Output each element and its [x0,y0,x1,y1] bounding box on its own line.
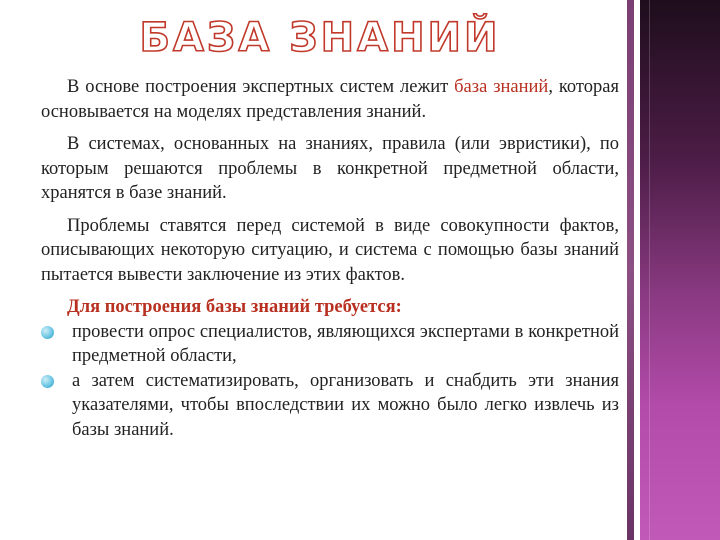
slide-title: БАЗА ЗНАНИЙ [139,15,501,61]
decorative-panel-line [649,0,650,540]
highlight-term: база знаний [454,77,549,97]
paragraph-1-text-start: В основе построения экспертных систем лежит [67,77,455,97]
slide-body [41,75,619,442]
paragraph-2: В системах, основанных на знаниях, правила (или эвристики), по которым решаются проблемы в конкретной предметной области, хранятся в базе знаний. [41,134,619,203]
list-item-text: провести опрос специалистов, являющихся экспертами в конкретной предметной области, [72,321,619,366]
decorative-side-panel [640,0,720,540]
bullet-dot-icon [41,326,54,339]
bullet-dot-icon [41,375,54,388]
requirements-heading: Для построения базы знаний требуется: [67,297,402,317]
paragraph-1-text-end: , которая основывается на моделях представления знаний. [41,77,619,122]
paragraph-1 [41,75,619,124]
list-item-text: а затем систематизировать, организовать и снабдить эти знания указателями, чтобы впоследствии их можно было легко извлечь из базы знаний. [72,370,619,440]
paragraph-3: Проблемы ставятся перед системой в виде совокупности фактов, описывающих некоторую ситуацию, и система с помощью базы знаний пытается вывести заключение из этих фактов. [41,215,619,285]
list-item [41,320,619,369]
requirements-list [41,320,619,443]
list-item [41,369,619,443]
decorative-rail [627,0,634,540]
